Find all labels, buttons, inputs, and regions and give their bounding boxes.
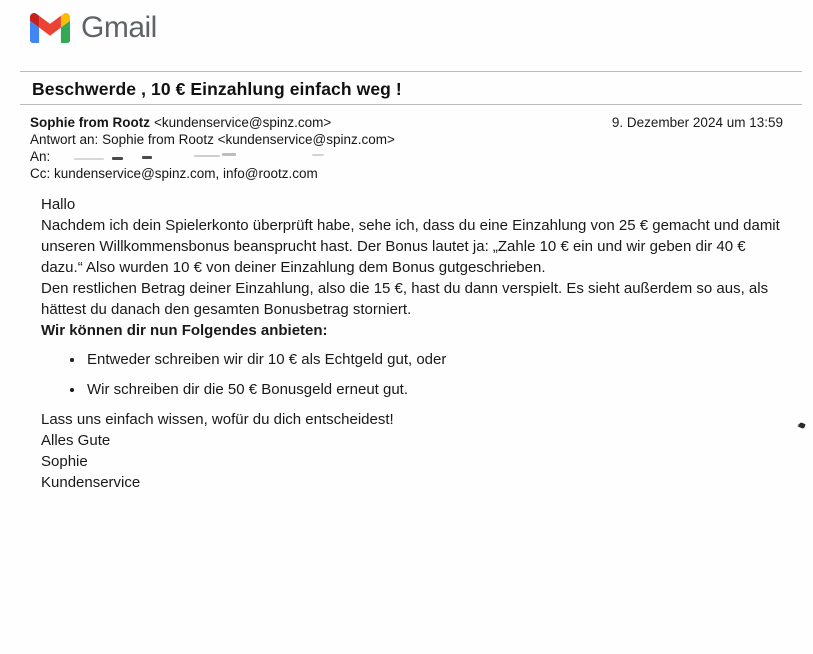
offer-list — [41, 349, 783, 400]
cc-value: kundenservice@spinz.com, info@rootz.com — [54, 166, 318, 181]
to-label: An: — [30, 149, 51, 164]
gmail-envelope-icon — [30, 13, 70, 43]
divider-bottom — [20, 104, 802, 105]
redacted-recipient — [54, 151, 354, 161]
sender-name: Sophie from Rootz — [30, 115, 150, 130]
signature-role: Kundenservice — [41, 474, 141, 491]
offer-item-echtgeld: • Entweder schreiben wir dir 10 € als Echtgeld gut, oder — [85, 349, 783, 370]
scan-artifact-speck — [798, 422, 805, 429]
reply-to-label: Antwort an: — [30, 132, 99, 147]
paragraph-deposit: Nachdem ich dein Spielerkonto überprüft habe, sehe ich, dass du eine Einzahlung von 25 € gemacht und damit unseren Willkommensbonus beansprucht hast. Der Bonus lautet ja: „Zahle 10 € ein und wir geben dir 40 € dazu.“ Also wurden 10 € von deiner Einzahlung dem Bonus gutgeschrieben. — [41, 217, 780, 276]
email-header — [30, 114, 786, 182]
gmail-logo — [30, 13, 157, 43]
closing-question: Lass uns einfach wissen, wofür du dich entscheidest! — [41, 411, 394, 428]
to-line — [30, 148, 786, 165]
signature-name: Sophie — [41, 453, 88, 470]
reply-to-line — [30, 131, 786, 148]
email-body — [41, 194, 783, 493]
offer-heading: Wir können dir nun Folgendes anbieten: — [41, 322, 328, 339]
from-field — [30, 114, 331, 131]
divider-top — [20, 71, 802, 72]
greeting: Hallo — [41, 196, 76, 213]
from-line — [30, 114, 786, 131]
cc-line — [30, 165, 786, 182]
paragraph-remaining: Den restlichen Betrag deiner Einzahlung, also die 15 €, hast du dann verspielt. Es sieht außerdem so aus, als hättest du danach den gesamten Bonusbetrag storniert. — [41, 280, 769, 318]
gmail-logo-text: Gmail — [81, 11, 157, 44]
offer-item-bonusgeld: • Wir schreiben dir die 50 € Bonusgeld erneut gut. — [85, 379, 783, 400]
email-date: 9. Dezember 2024 um 13:59 — [611, 115, 783, 130]
cc-label: Cc: — [30, 166, 51, 181]
sender-email: <kundenservice@spinz.com> — [154, 115, 332, 130]
farewell: Alles Gute — [41, 432, 111, 449]
email-subject: Beschwerde , 10 € Einzahlung einfach weg ! — [32, 79, 402, 99]
reply-to-value: Sophie from Rootz <kundenservice@spinz.com> — [102, 132, 395, 147]
